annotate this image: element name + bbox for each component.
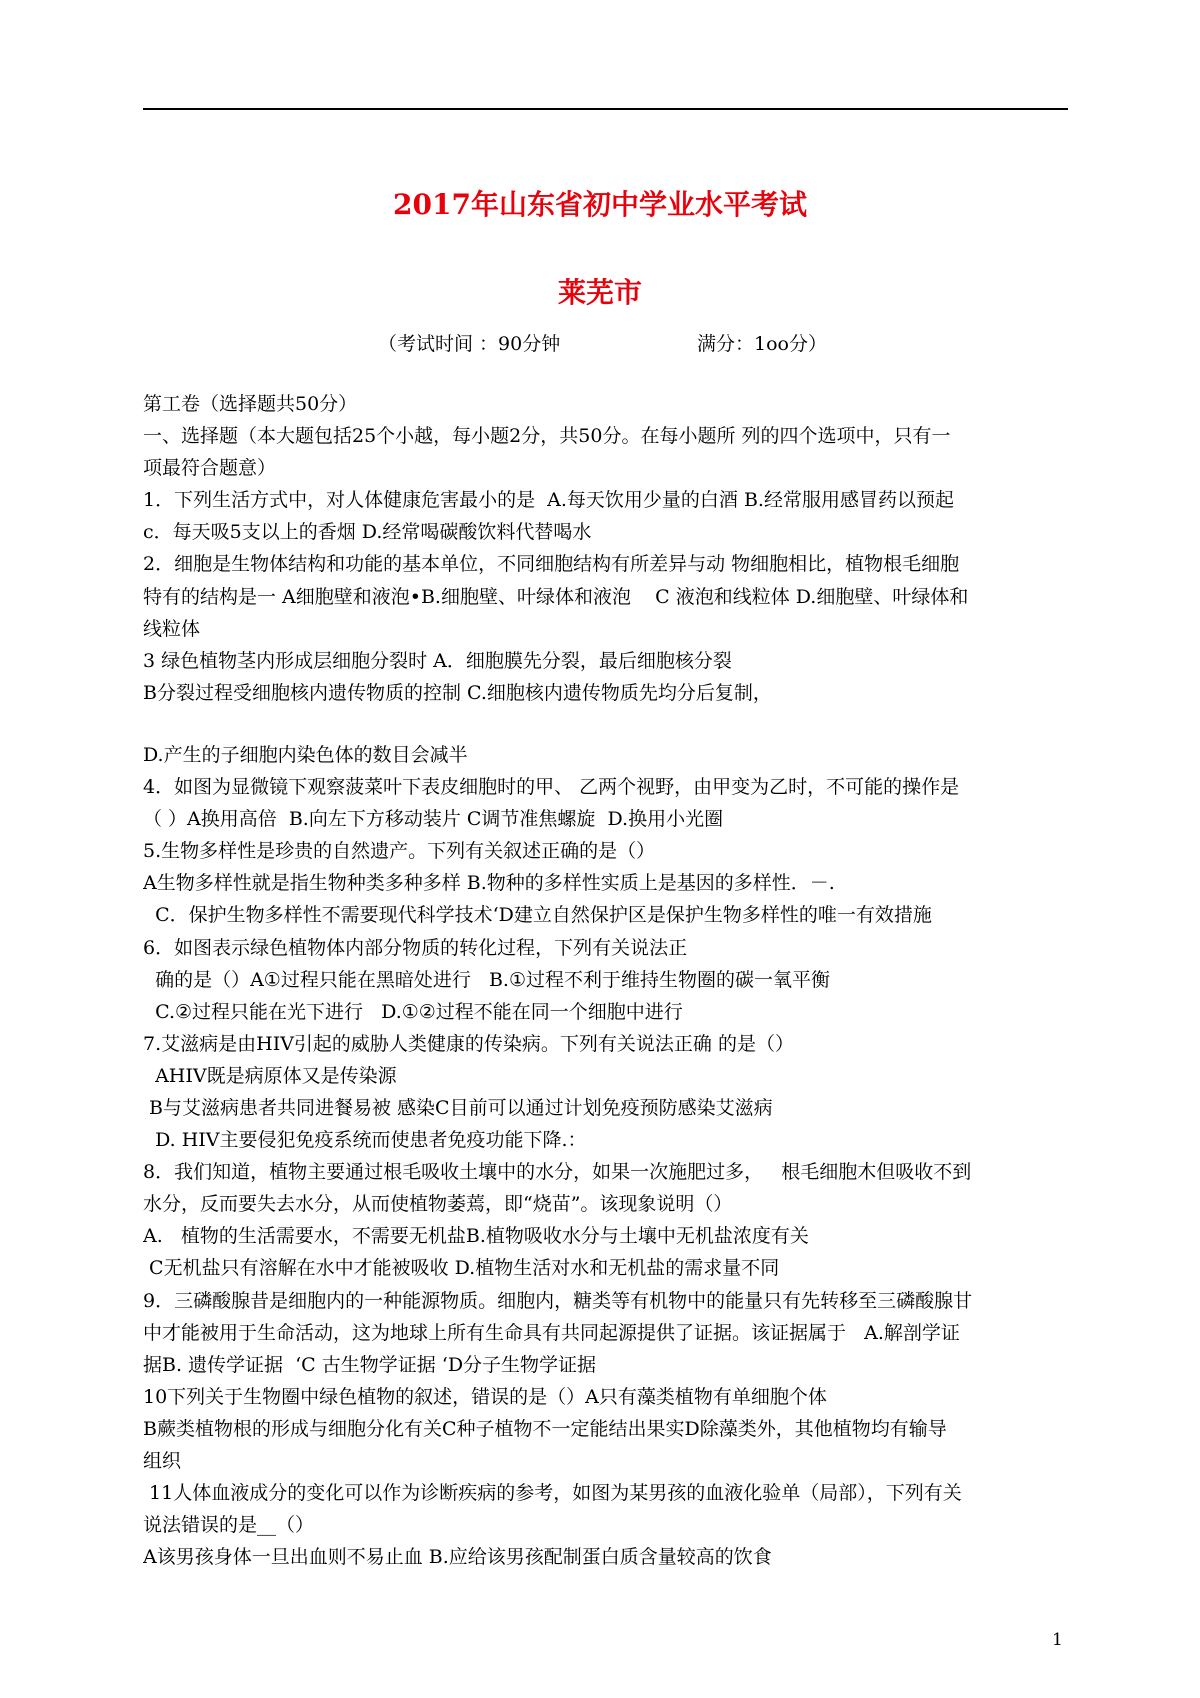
text-line: 确的是（）A①过程只能在黑暗处进行 B.①过程不利于维持生物圈的碳一氧平衡 <box>143 968 830 991</box>
text-line: 项最符合题意） <box>143 457 277 480</box>
text-line: 据B. 遗传学证据 ‘C 古生物学证据 ‘D分子生物学证据 <box>143 1353 597 1376</box>
page-number: 1 <box>1052 1630 1063 1650</box>
question-body <box>143 388 1068 1573</box>
text-line: 10下列关于生物圈中绿色植物的叙述，错误的是（）A只有藻类植物有单细胞个体 <box>143 1385 827 1408</box>
text-line: c．每天吸5支以上的香烟 D.经常喝碳酸饮料代替喝水 <box>143 521 592 544</box>
text-line: C．保护生物多样性不需要现代科学技术‘D建立自然保护区是保护生物多样性的唯一有效措施 <box>143 904 932 927</box>
text-line: 一、选择题（本大题包括25个小越，每小题2分，共50分。在每小题所 列的四个选项中，只有一 <box>143 425 951 448</box>
text-line: 说法错误的是__（） <box>143 1514 315 1537</box>
text-line: （ ）A换用高倍 B.向左下方移动装片 C调节准焦螺旋 D.换用小光圈 <box>143 808 724 831</box>
text-line: D. HIV主要侵犯免疫系统而使患者免疫功能下降.： <box>143 1129 587 1152</box>
text-line: 6．如图表示绿色植物体内部分物质的转化过程，下列有关说法正 <box>143 936 688 959</box>
top-rule <box>143 108 1068 110</box>
text-line: C无机盐只有溶解在水中才能被吸收 D.植物生活对水和无机盐的需求量不同 <box>143 1257 780 1280</box>
text-line: 组织 <box>143 1450 182 1472</box>
text-line <box>143 709 1068 739</box>
exam-title: 2017年山东省初中学业水平考试 <box>393 188 807 221</box>
text-line: 2．细胞是生物体结构和功能的基本单位，不同细胞结构有所差异与动 物细胞相比，植物根毛细胞 <box>143 553 960 576</box>
text-line: C.②过程只能在光下进行 D.①②过程不能在同一个细胞中进行 <box>143 1000 683 1023</box>
text-line: B与艾滋病患者共同进餐易被 感染C目前可以通过计划免疫预防感染艾滋病 <box>143 1096 773 1119</box>
text-line: A该男孩身体一旦出血则不易止血 B.应给该男孩配制蛋白质含量较高的饮食 <box>143 1546 772 1569</box>
text-line: 3 绿色植物茎内形成层细胞分裂时 A．细胞膜先分裂，最后细胞核分裂 <box>143 649 732 672</box>
text-line: A生物多样性就是指生物种类多种多样 B.物种的多样性实质上是基因的多样性．－. <box>143 872 835 895</box>
text-line: 第工卷（选择题共50分） <box>143 393 358 415</box>
text-line: B蕨类植物根的形成与细胞分化有关C种子植物不一定能结出果实D除藻类外，其他植物均有输导 <box>143 1417 947 1440</box>
text-line: 水分，反而要失去水分，从而使植物萎蔫，即“烧苗”。该现象说明（） <box>143 1193 733 1216</box>
exam-time: （考试时间 ：90分钟 <box>378 333 561 355</box>
text-line: 中才能被用于生命活动，这为地球上所有生命具有共同起源提供了证据。该证据属于 A.解剖学证 <box>143 1321 960 1344</box>
text-line: A. 植物的生活需要水，不需要无机盐B.植物吸收水分与土壤中无机盐浓度有关 <box>143 1225 809 1248</box>
text-line: 8．我们知道，植物主要通过根毛吸收土壤中的水分，如果一次施肥过多， 根毛细胞木但吸收不到 <box>143 1161 972 1184</box>
text-line: 9．三磷酸腺昔是细胞内的一种能源物质。细胞内，糖类等有机物中的能量只有先转移至三磷酸腺甘 <box>143 1289 973 1312</box>
text-line: 7.艾滋病是由HIV引起的威胁人类健康的传染病。下列有关说法正确 的是（） <box>143 1032 794 1055</box>
text-line: AHIV既是病原体又是传染源 <box>143 1064 397 1087</box>
city-subtitle: 莱芜市 <box>557 276 642 309</box>
text-line: 线粒体 <box>143 617 201 640</box>
text-line: 1．下列生活方式中，对人体健康危害最小的是 A.每天饮用少量的白酒 B.经常服用感冒药以预起 <box>143 489 954 512</box>
text-line: D.产生的子细胞内染色体的数目会减半 <box>143 743 468 766</box>
exam-score: 满分：1oo分） <box>697 333 827 355</box>
text-line: 特有的结构是一 A细胞壁和液泡•B.细胞壁、叶绿体和液泡 C 液泡和线粒体 D.细胞壁、叶绿体和 <box>143 585 969 608</box>
text-line: 11人体血液成分的变化可以作为诊断疾病的参考，如图为某男孩的血液化验单（局部），下列有关 <box>143 1482 962 1505</box>
text-line: 5.生物多样性是珍贵的自然遗产。下列有关叙述正确的是（） <box>143 840 656 863</box>
text-line: B分裂过程受细胞核内遗传物质的控制 C.细胞核内遗传物质先均分后复制， <box>143 681 772 704</box>
text-line: 4．如图为显微镜下观察菠菜叶下表皮细胞时的甲、 乙两个视野，由甲变为乙时，不可能的操作是 <box>143 776 960 799</box>
